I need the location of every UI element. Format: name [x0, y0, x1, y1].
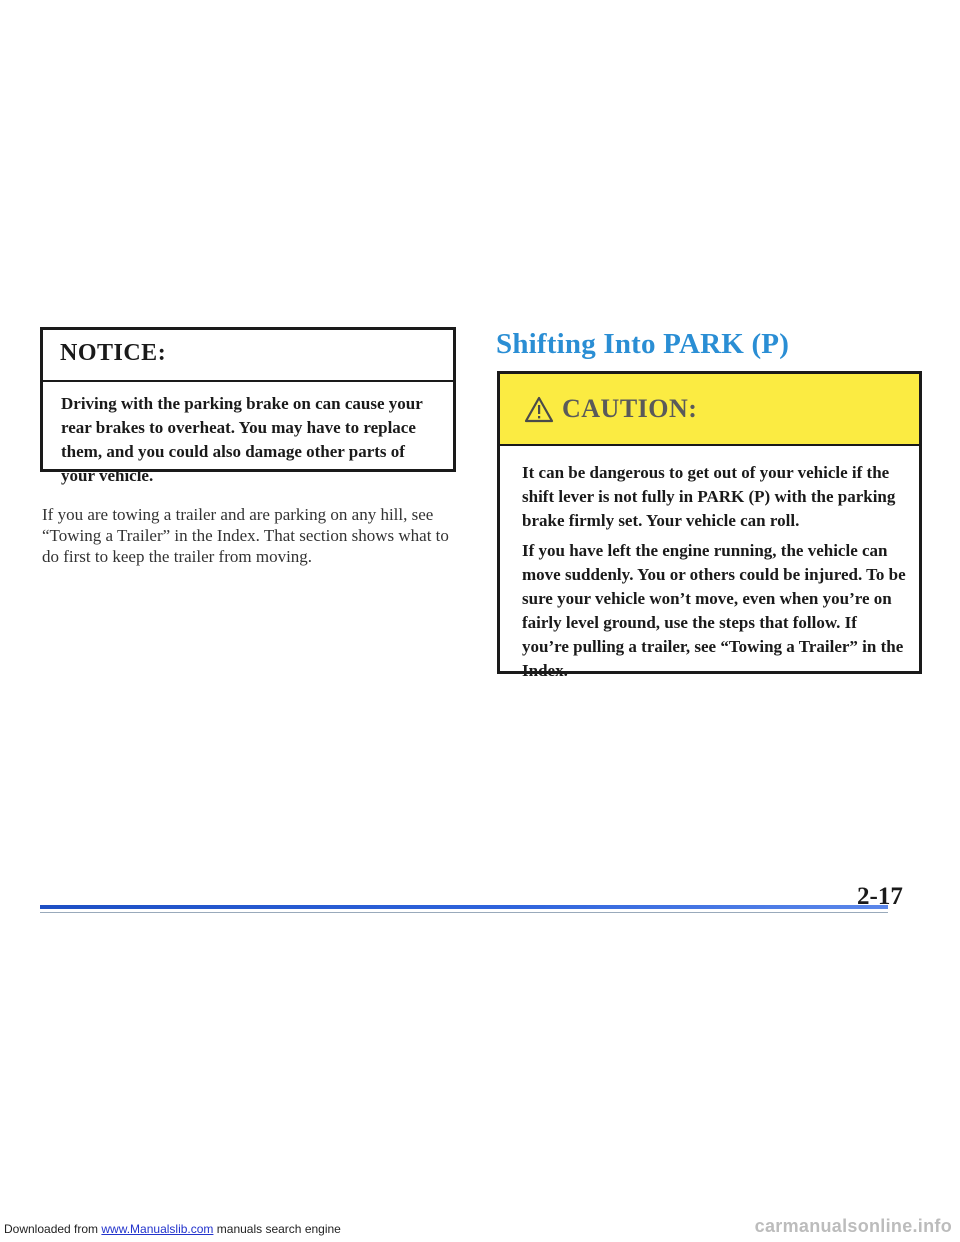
notice-title: NOTICE: — [43, 330, 453, 382]
download-footer — [4, 1222, 341, 1236]
caution-box — [497, 371, 922, 680]
footer-prefix: Downloaded from — [4, 1222, 102, 1236]
caution-body — [500, 446, 919, 683]
warning-triangle-icon — [524, 396, 554, 423]
caution-paragraph-1: It can be dangerous to get out of your vehicle if the shift lever is not fully in PARK (P) with the parking brake firmly set. Your vehicle can roll. — [522, 463, 896, 530]
towing-paragraph: If you are towing a trailer and are parking on any hill, see “Towing a Trailer” in the Index. That section shows what to do first to keep the trailer from moving. — [42, 505, 449, 566]
caution-header — [500, 374, 919, 446]
footer-suffix: manuals search engine — [213, 1222, 341, 1236]
section-title: Shifting Into PARK (P) — [496, 328, 790, 360]
watermark: carmanualsonline.info — [754, 1216, 952, 1236]
notice-box — [40, 327, 456, 485]
footer-rule-thin — [40, 912, 888, 913]
manualslib-link[interactable]: www.Manualslib.com — [101, 1222, 214, 1236]
caution-title: CAUTION: — [562, 394, 698, 423]
caution-paragraph-2: If you have left the engine running, the vehicle can move suddenly. You or others could be injured. To be sure your vehicle won’t move, even when you’re on fairly level ground, use the steps that follow. If you’re pulling a trailer, see “Towing a Trailer” in the Index. — [522, 541, 906, 680]
page-number: 2-17 — [857, 883, 903, 910]
notice-body: Driving with the parking brake on can cause your rear brakes to overheat. You may have to replace them, and you could also damage other parts of your vehicle. — [61, 394, 423, 485]
footer-rule — [40, 905, 888, 909]
